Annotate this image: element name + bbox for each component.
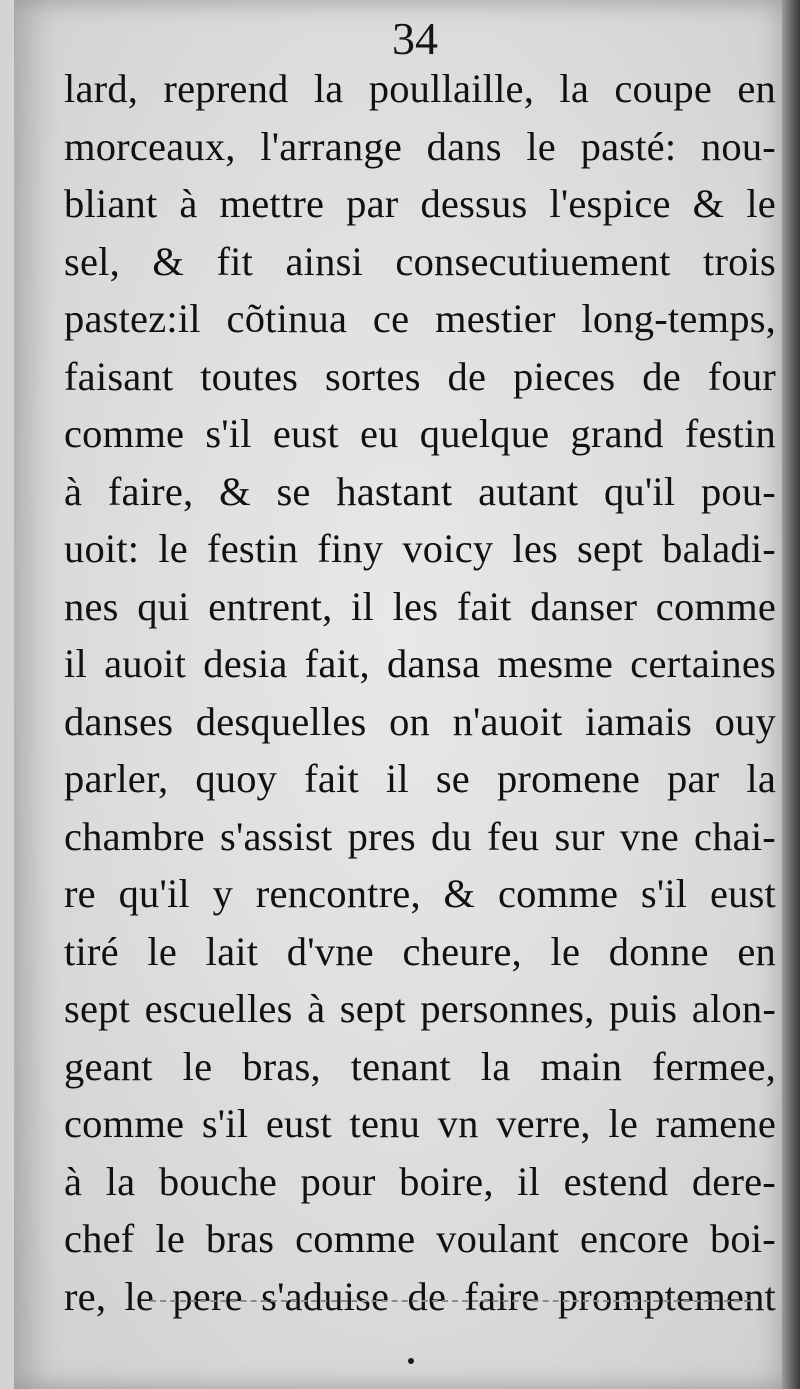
text-line: lard, reprend la poullaille, la coupe en [64, 66, 776, 111]
text-line: uoit: le festin finy voicy les sept baladi- [64, 526, 776, 571]
text-line: geant le bras, tenant la main fermee, [64, 1043, 776, 1089]
page-edge-shadow [782, 0, 800, 1389]
text-line: danses desquelles on n'auoit iamais ouy [64, 698, 776, 744]
text-line: il auoit desia fait, dansa mesme certaines [64, 641, 776, 686]
text-line: re qu'il y rencontre, & comme s'il eust [64, 871, 776, 916]
text-line: re, le pere s'aduise de faire promptement [64, 1273, 776, 1319]
ink-speck [408, 1358, 414, 1364]
text-line: pastez:il cõtinua ce mestier long-temps, [64, 296, 776, 341]
text-line: sel, & fit ainsi consecutiuement trois [64, 238, 776, 284]
bottom-rule [150, 1300, 750, 1302]
text-line: à la bouche pour boire, il estend dere- [64, 1158, 776, 1204]
text-line: faisant toutes sortes de pieces de four [64, 353, 776, 399]
text-line: tiré le lait d'vne cheure, le donne en [64, 928, 776, 974]
text-line: morceaux, l'arrange dans le pasté: nou- [64, 123, 776, 169]
text-line: sept escuelles à sept personnes, puis alon- [64, 986, 776, 1031]
show-through-mark [180, 1322, 220, 1362]
page-number: 34 [392, 13, 438, 64]
text-line: comme s'il eust eu quelque grand festin [64, 411, 776, 456]
text-line: chambre s'assist pres du feu sur vne chai- [64, 813, 776, 859]
body-text [64, 60, 776, 1325]
text-line: parler, quoy fait il se promene par la [64, 756, 776, 801]
text-line: nes qui entrent, il les fait danser comme [64, 583, 776, 629]
text-line: comme s'il eust tenu vn verre, le ramene [64, 1101, 776, 1146]
text-line: à faire, & se hastant autant qu'il pou- [64, 468, 776, 514]
text-line: bliant à mettre par dessus l'espice & le [64, 181, 776, 226]
text-line: chef le bras comme voulant encore boi- [64, 1216, 776, 1261]
